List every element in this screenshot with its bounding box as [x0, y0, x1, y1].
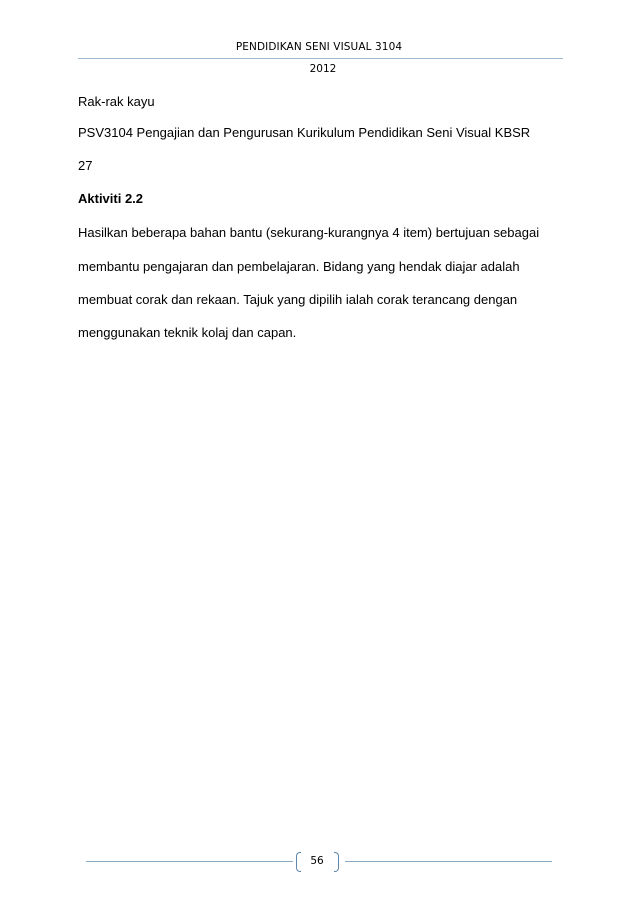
footer-divider-right [345, 861, 552, 862]
activity-heading: Aktiviti 2.2 [78, 191, 144, 206]
paragraph-line-2: membantu pengajaran dan pembelajaran. Bidang yang hendak diajar adalah [78, 259, 520, 274]
page-header [0, 0, 638, 80]
paragraph-line-4: menggunakan teknik kolaj dan capan. [78, 325, 297, 340]
paragraph-line-1: Hasilkan beberapa bahan bantu (sekurang-kurangnya 4 item) bertujuan sebagai [78, 225, 540, 240]
text-line-course-title: PSV3104 Pengajian dan Pengurusan Kurikulum Pendidikan Seni Visual KBSR [78, 125, 531, 140]
header-divider [78, 58, 563, 59]
header-year: 2012 [309, 63, 337, 75]
header-title: PENDIDIKAN SENI VISUAL 3104 [235, 41, 403, 53]
footer-divider-left [86, 861, 293, 862]
right-bracket-icon [334, 852, 339, 872]
page-number: 56 [310, 855, 324, 867]
text-line-rak-rak-kayu: Rak-rak kayu [78, 94, 155, 109]
text-line-number: 27 [78, 158, 93, 173]
paragraph-line-3: membuat corak dan rekaan. Tajuk yang dipilih ialah corak terancang dengan [78, 292, 518, 307]
